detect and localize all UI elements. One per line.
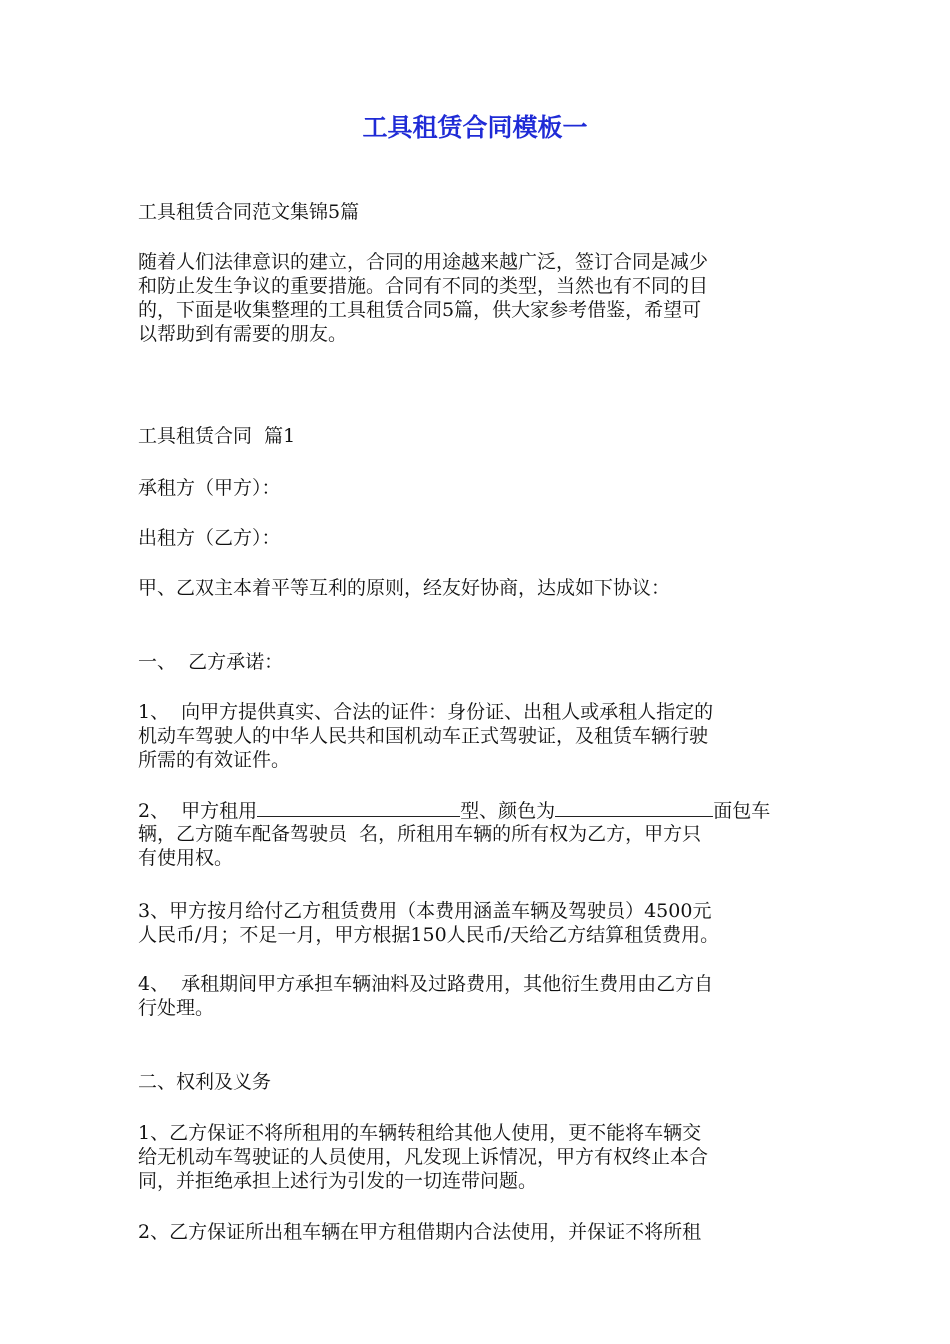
text-line: 3、甲方按月给付乙方租赁费用（本费用涵盖车辆及驾驶员）4500元: [138, 900, 712, 922]
text-segment: 2、 甲方租用: [138, 800, 258, 822]
section1-heading: [138, 650, 814, 674]
section1-item3: [138, 899, 814, 947]
document-title: 工具租赁合同模板一: [362, 113, 588, 142]
text-line: 工具租赁合同范文集锦5篇: [138, 201, 360, 223]
fill-in-blank-color[interactable]: [555, 798, 713, 817]
text-line: 机动车驾驶人的中华人民共和国机动车正式驾驶证，及租赁车辆行驶: [138, 725, 709, 747]
agreement-line: [138, 576, 814, 600]
text-line: 2、乙方保证所出租车辆在甲方租借期内合法使用，并保证不将所租: [138, 1221, 702, 1243]
text-segment: 型、颜色为: [460, 800, 556, 822]
text-line: 行处理。: [138, 997, 215, 1019]
text-line: 工具租赁合同 篇1: [138, 425, 296, 447]
section2-item1: [138, 1121, 814, 1193]
text-line: 随着人们法律意识的建立，合同的用途越来越广泛，签订合同是减少: [138, 251, 709, 273]
text-line: 二、权利及义务: [138, 1071, 272, 1093]
section1-item4: [138, 972, 814, 1020]
text-line: 4、 承租期间甲方承担车辆油料及过路费用，其他衍生费用由乙方自: [138, 973, 714, 995]
section2-item2: [138, 1220, 814, 1244]
text-line: 的，下面是收集整理的工具租赁合同5篇，供大家参考借鉴，希望可: [138, 299, 702, 321]
text-line: 1、乙方保证不将所租用的车辆转租给其他人使用，更不能将车辆交: [138, 1122, 702, 1144]
text-line: 以帮助到有需要的朋友。: [138, 323, 348, 345]
section1-item1: [138, 700, 814, 772]
section2-heading: [138, 1070, 814, 1094]
text-line: 有使用权。: [138, 847, 234, 869]
text-line: [138, 798, 814, 822]
text-line: 甲、乙双主本着平等互利的原则，经友好协商，达成如下协议：: [138, 577, 671, 599]
text-line: 承租方（甲方）：: [138, 477, 281, 499]
text-line: 给无机动车驾驶证的人员使用，凡发现上诉情况，甲方有权终止本合: [138, 1146, 709, 1168]
text-line: 所需的有效证件。: [138, 749, 291, 771]
text-segment: 面包车: [713, 800, 771, 822]
text-line: 出租方（乙方）：: [138, 527, 281, 549]
text-line: 辆，乙方随车配备驾驶员 名，所租用车辆的所有权为乙方，甲方只: [138, 823, 702, 845]
text-line: 1、 向甲方提供真实、合法的证件：身份证、出租人或承租人指定的: [138, 701, 714, 723]
party-a-line: [138, 476, 814, 500]
contract-heading: [138, 424, 814, 448]
intro-paragraph: [138, 250, 814, 346]
party-b-line: [138, 526, 814, 550]
text-line: 和防止发生争议的重要措施。合同有不同的类型，当然也有不同的目: [138, 275, 709, 297]
fill-in-blank-model[interactable]: [257, 798, 460, 817]
section1-item2: [138, 798, 814, 870]
text-line: 同，并拒绝承担上述行为引发的一切连带问题。: [138, 1170, 538, 1192]
collection-subtitle: [138, 200, 814, 224]
text-line: 一、 乙方承诺：: [138, 651, 284, 673]
text-line: 人民币/月；不足一月，甲方根据150人民币/天给乙方结算租赁费用。: [138, 924, 720, 946]
